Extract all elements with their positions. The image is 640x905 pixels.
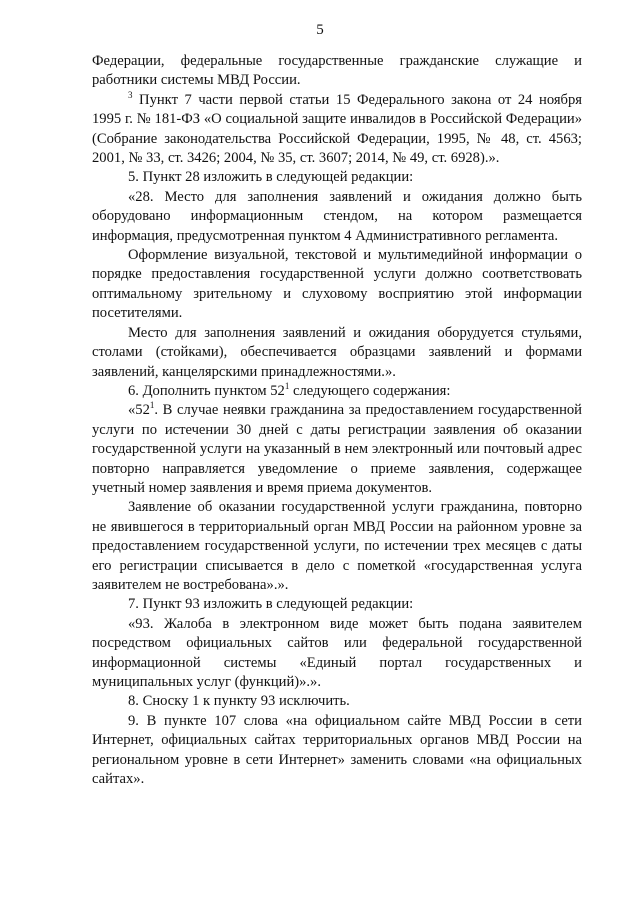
item-52-1-paragraph-2: Заявление об оказании государственной услуги гражданина, повторно не явившегося в территориальный орган МВД России на районном уровне за предоставлением государственной услуги, по истечении трех месяцев с даты его регистрации списывается в дело с пометкой «государственная услуга заявителем не востребована».». xyxy=(92,499,582,593)
item-52-1-text-b: . В случае неявки гражданина за предоставлением государственной услуги по истечении 30 дней с даты регистрации заявления об оказании государственной услуги на указанный в нем электронный или почтовый адрес повторно направляется уведомление о приеме заявления, содержащее учетный номер заявления и время приема документов. xyxy=(92,402,582,496)
item-7-heading: 7. Пункт 93 изложить в следующей редакции: xyxy=(128,596,414,613)
item-93-text: «93. Жалоба в электронном виде может быть подана заявителем посредством официальных сайтов или федеральной государственной информационной системы «Единый портал государственных и муниципальных услуг (функций)».». xyxy=(92,615,582,690)
item-6-superscript: 1 xyxy=(284,380,290,391)
item-5-heading: 5. Пункт 28 изложить в следующей редакции: xyxy=(128,169,414,186)
item-9-text: 9. В пункте 107 слова «на официальном сайте МВД России в сети Интернет, официальных сайтах территориальных органов МВД России на региональном уровне в сети Интернет» заменить словами «на официальных сайтах». xyxy=(92,712,582,788)
item-52-1-text-a: «52 xyxy=(128,402,150,419)
paragraph-continuation: Федерации, федеральные государственные гражданские служащие и работники системы МВД России. xyxy=(92,53,582,89)
footnote-marker: 3 xyxy=(128,89,133,100)
item-28-text: «28. Место для заполнения заявлений и ожидания должно быть оборудовано информационным стендом, на котором размещается информация, предусмотренная пунктом 4 Административного регламента. xyxy=(92,188,582,244)
item-6-heading xyxy=(92,382,582,401)
footnote-3 xyxy=(92,91,582,169)
item-6-text-a: 6. Дополнить пунктом 52 xyxy=(128,382,285,399)
footnote-text: Пункт 7 части первой статьи 15 Федерального закона от 24 ноября 1995 г. № 181-ФЗ «О социальной защите инвалидов в Российской Федерации» (Собрание законодательства Российской Федерации, 1995, № 48, ст. 4563; 2001, № 33, ст. 3426; 2004, № 35, ст. 3607; 2014, № 49, ст. 6928).». xyxy=(92,91,582,167)
page-number: 5 xyxy=(316,22,324,38)
item-6-text-b: следующего содержания: xyxy=(289,382,451,399)
item-8-text: 8. Сноску 1 к пункту 93 исключить. xyxy=(128,693,350,710)
item-52-1-superscript: 1 xyxy=(149,400,155,411)
item-28-paragraph-3: Место для заполнения заявлений и ожидания оборудуется стульями, столами (стойками), обеспечивается образцами заявлений и формами заявлений, канцелярскими принадлежностями.». xyxy=(92,324,582,380)
document-body xyxy=(92,52,582,789)
item-28-paragraph-2: Оформление визуальной, текстовой и мультимедийной информации о порядке предоставления государственной услуги должно соответствовать оптимальному зрительному и слуховому восприятию этой информации посетителями. xyxy=(92,247,582,322)
item-52-1-text xyxy=(92,401,582,498)
